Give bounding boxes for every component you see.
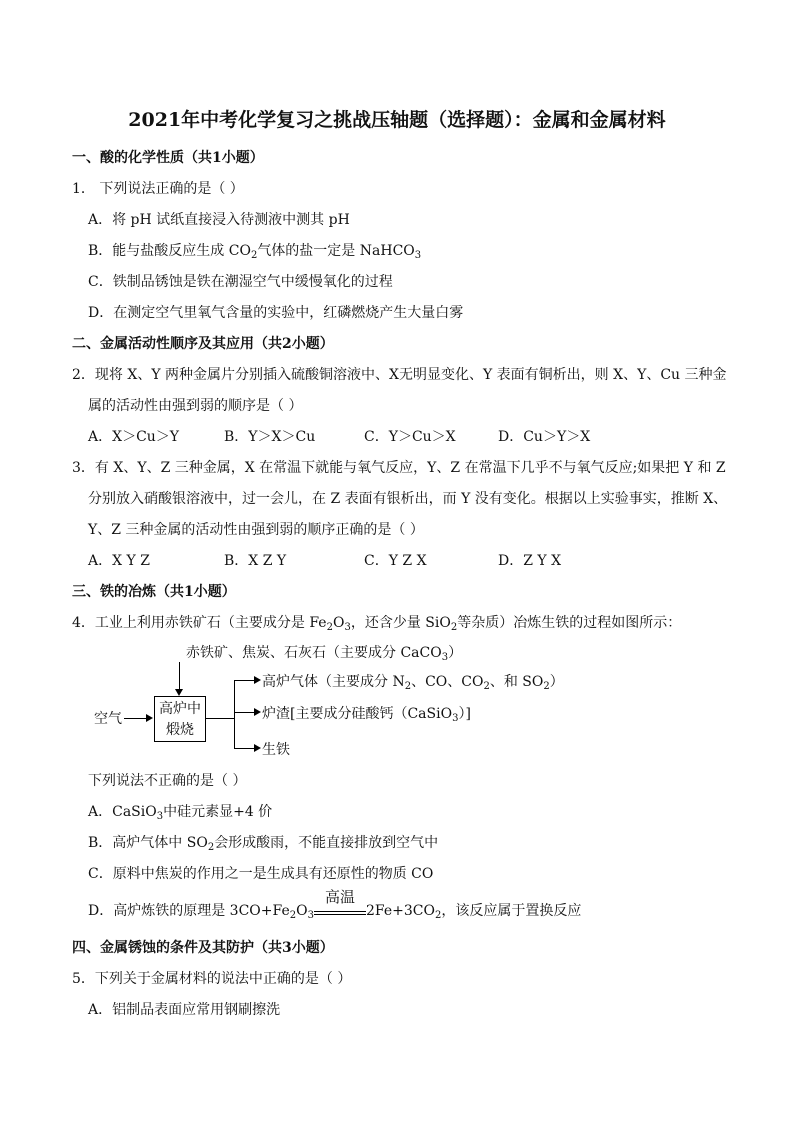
output-1-head (254, 676, 261, 684)
gas-sub-2: 2 (483, 681, 490, 692)
q4-a-text-2: 中硅元素显+4 价 (163, 804, 273, 820)
output-slag (262, 703, 471, 723)
question-1-option-b (88, 240, 421, 260)
output-3-head (254, 744, 261, 752)
output-1-line (234, 680, 254, 681)
q4-stem-text-1: 4．工业上利用赤铁矿石（主要成分是 Fe (72, 615, 327, 631)
q4-d-sub-2: 3 (307, 910, 314, 921)
reaction-condition-label: 高温 (324, 888, 355, 906)
diagram-raw-text-2: ） (448, 645, 463, 661)
question-1-option-d: D．在测定空气里氧气含量的实验中，红磷燃烧产生大量白雾 (88, 305, 464, 321)
question-4-option-c: C．原料中焦炭的作用之一是生成具有还原性的物质 CO (88, 866, 434, 882)
question-3-stem-line-3: Y、Z 三种金属的活动性由强到弱的顺序正确的是（ ） (88, 522, 424, 538)
diagram-air-label: 空气 (94, 711, 122, 727)
gas-text-3: 、和 SO (489, 674, 544, 690)
diagram-raw-materials (186, 642, 462, 662)
reaction-condition (314, 888, 366, 919)
q1-b-sub-1: 2 (250, 250, 258, 261)
q4-d-text-1: D．高炉炼铁的原理是 3CO+Fe (88, 903, 290, 919)
gas-sub-3: 2 (543, 681, 550, 692)
question-3-stem-line-2: 分别放入硝酸银溶液中，过一会儿，在 Z 表面有银析出，而 Y 没有变化。根据以上实验事实，推断 X、 (88, 491, 728, 507)
q4-d-text-4: ，该反应属于置换反应 (441, 903, 582, 919)
q4-d-text-3: 2Fe+3CO (365, 903, 435, 919)
question-2-option-b: B．Y＞X＞Cu (224, 429, 316, 445)
q1-b-text-2: 气体的盐一定是 NaHCO (257, 243, 415, 259)
question-5-option-a: A．铝制品表面应常用钢刷擦洗 (88, 1002, 281, 1018)
diagram-raw-text-1: 赤铁矿、焦炭、石灰石（主要成分 CaCO (186, 645, 442, 661)
arrow-down-head (175, 689, 183, 696)
question-1-option-a: A．将 pH 试纸直接浸入待测液中测其 pH (88, 212, 350, 228)
question-4-ask: 下列说法不正确的是（ ） (88, 773, 247, 789)
question-4-option-b (88, 832, 438, 852)
reaction-equals-sign (314, 911, 366, 915)
q4-d-sub-3: 2 (434, 910, 442, 921)
output-3-line (234, 748, 254, 749)
gas-text-1: 高炉气体（主要成分 N (262, 674, 405, 690)
slag-text-2: ）] (458, 706, 471, 722)
question-4-option-a (88, 801, 272, 821)
arrow-down-line (179, 662, 180, 690)
section-heading-4: 四、金属锈蚀的条件及其防护（共3小题） (72, 940, 334, 956)
furnace-box-line-2: 煅烧 (166, 722, 194, 738)
question-2-options (88, 426, 608, 446)
q4-stem-sub-2: 3 (344, 622, 351, 633)
q4-d-sub-1: 2 (289, 910, 297, 921)
q4-b-text-2: 会形成酸雨，不能直接排放到空气中 (214, 835, 439, 851)
q4-a-text-1: A．CaSiO (88, 804, 157, 820)
question-1-stem: 1． 下列说法正确的是（ ） (72, 181, 244, 197)
gas-text-4: ） (549, 674, 564, 690)
q4-stem-sub-3: 2 (450, 622, 458, 633)
gas-sub-1: 2 (404, 681, 412, 692)
q1-b-text-1: B．能与盐酸反应生成 CO (88, 243, 251, 259)
question-3-option-b: B．X Z Y (224, 553, 287, 569)
output-furnace-gas (262, 671, 564, 691)
slag-text-1: 炉渣[主要成分硅酸钙（CaSiO (262, 706, 453, 722)
question-1-option-c: C．铁制品锈蚀是铁在潮湿空气中缓慢氧化的过程 (88, 274, 393, 290)
question-2-stem-line-1: 2．现将 X、Y 两种金属片分别插入硫酸铜溶液中、X无明显变化、Y 表面有铜析出，则 X、Y、Cu 三种金 (72, 367, 727, 383)
question-3-option-d: D．Z Y X (498, 553, 562, 569)
arrow-air-line (124, 718, 146, 719)
output-vertical-line (234, 680, 235, 748)
q4-stem-text-3: ，还含少量 SiO (350, 615, 451, 631)
section-heading-3: 三、铁的冶炼（共1小题） (72, 584, 236, 600)
question-3-stem-line-1: 3．有 X、Y、Z 三种金属，X 在常温下就能与氧气反应，Y、Z 在常温下几乎不与氧气反应;如果把 Y 和 Z (72, 460, 726, 476)
question-2-option-c: C．Y＞Cu＞X (364, 429, 456, 445)
question-2-stem-line-2: 属的活动性由强到弱的顺序是（ ） (88, 398, 303, 414)
question-3-options (88, 550, 608, 570)
q4-a-sub: 3 (156, 811, 164, 822)
question-3-option-a: A．X Y Z (88, 553, 150, 569)
output-2-line (234, 712, 254, 713)
q4-stem-text-4: 等杂质）冶炼生铁的过程如图所示： (457, 615, 682, 631)
slag-sub: 3 (452, 713, 459, 724)
q4-b-sub: 2 (207, 842, 215, 853)
page-title: 2021年中考化学复习之挑战压轴题（选择题）：金属和金属材料 (128, 109, 666, 131)
q1-b-sub-2: 3 (414, 250, 422, 261)
question-4-stem (72, 612, 681, 632)
q4-stem-text-2: O (332, 615, 345, 631)
diagram-raw-sub: 3 (441, 652, 449, 663)
section-heading-1: 一、酸的化学性质（共1小题） (72, 150, 264, 166)
section-heading-2: 二、金属活动性顺序及其应用（共2小题） (72, 336, 334, 352)
question-2-option-a: A．X＞Cu＞Y (88, 429, 180, 445)
q4-d-text-2: O (296, 903, 308, 919)
furnace-box (154, 696, 206, 742)
question-5-stem: 5．下列关于金属材料的说法中正确的是（ ） (72, 971, 352, 987)
output-2-head (254, 708, 261, 716)
arrow-air-head (146, 714, 153, 722)
q4-stem-sub-1: 2 (326, 622, 333, 633)
q4-b-text-1: B．高炉气体中 SO (88, 835, 208, 851)
gas-text-2: 、CO、CO (411, 674, 484, 690)
furnace-box-line-1: 高炉中 (159, 701, 201, 717)
question-3-option-c: C．Y Z X (364, 553, 427, 569)
question-2-option-d: D．Cu＞Y＞X (498, 429, 591, 445)
output-pig-iron: 生铁 (262, 742, 290, 758)
output-stem-line (206, 718, 234, 719)
question-4-option-d (88, 888, 582, 921)
